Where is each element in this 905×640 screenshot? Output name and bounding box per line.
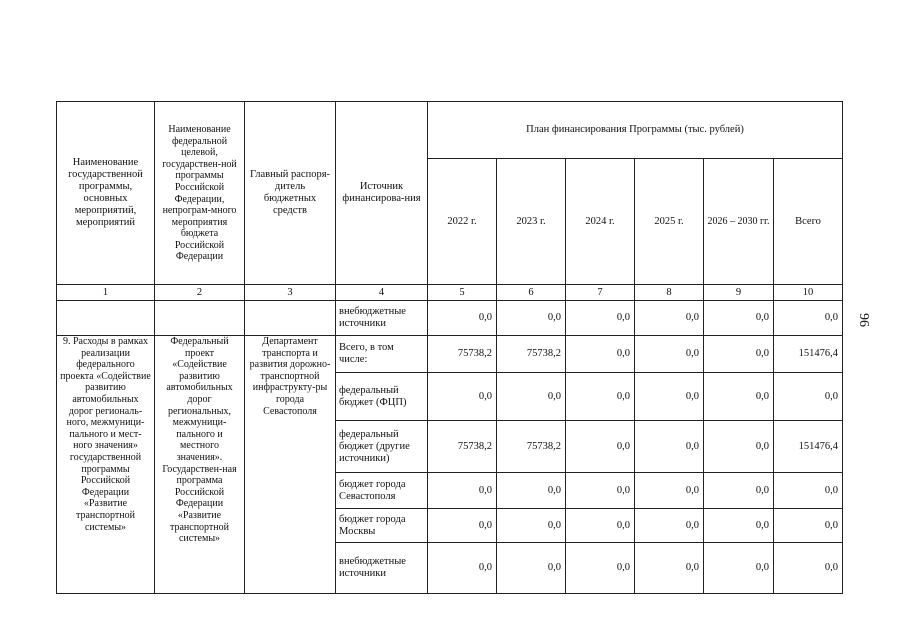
value-cell: 0,0: [704, 373, 774, 421]
value-cell: 0,0: [635, 301, 704, 336]
value-cell: 151476,4: [774, 421, 843, 473]
value-cell: 0,0: [428, 509, 497, 543]
funding-source-cell: федеральный бюджет (другие источники): [336, 421, 428, 473]
value-cell: 0,0: [704, 301, 774, 336]
program-activity-name: 9. Расходы в рамках реализации федерального проекта «Содействие развитию автомобильных дорог региональ-ного, межмуници-пального и мест-ного значения» государственной программы Российской Федерации «Развитие транспортной системы»: [57, 336, 155, 594]
value-cell: 0,0: [566, 373, 635, 421]
value-cell: 0,0: [635, 509, 704, 543]
value-cell: 151476,4: [774, 336, 843, 373]
header-budget-manager: Главный распоря-дитель бюджетных средств: [245, 102, 336, 285]
funding-source-cell: бюджет города Севастополя: [336, 473, 428, 509]
budget-manager-name: Департамент транспорта и развития дорожно-транспортной инфраструкту-ры города Севастополя: [245, 336, 336, 594]
value-cell: 75738,2: [428, 421, 497, 473]
header-federal-program: Наименование федеральной целевой, государствен-ной программы Российской Федерации, непрограм-много мероприятия бюджета Российской Федерации: [155, 102, 245, 285]
value-cell: 0,0: [774, 301, 843, 336]
value-cell: 0,0: [428, 473, 497, 509]
funding-source-cell: Всего, в том числе:: [336, 336, 428, 373]
empty-cell: [155, 301, 245, 336]
value-cell: 75738,2: [497, 421, 566, 473]
value-cell: 0,0: [635, 543, 704, 594]
value-cell: 0,0: [428, 301, 497, 336]
value-cell: 0,0: [566, 473, 635, 509]
column-number: 1: [57, 285, 155, 301]
value-cell: 0,0: [635, 373, 704, 421]
page-number: 96: [856, 313, 871, 327]
column-number: 7: [566, 285, 635, 301]
value-cell: 0,0: [497, 373, 566, 421]
table-row: [57, 336, 843, 373]
value-cell: 0,0: [566, 301, 635, 336]
value-cell: 0,0: [635, 421, 704, 473]
value-cell: 0,0: [774, 543, 843, 594]
header-year-2025: 2025 г.: [635, 159, 704, 285]
column-number: 2: [155, 285, 245, 301]
value-cell: 0,0: [497, 473, 566, 509]
value-cell: 0,0: [774, 473, 843, 509]
value-cell: 0,0: [497, 509, 566, 543]
column-number: 3: [245, 285, 336, 301]
value-cell: 75738,2: [428, 336, 497, 373]
value-cell: 0,0: [497, 301, 566, 336]
value-cell: 0,0: [566, 509, 635, 543]
value-cell: 0,0: [635, 473, 704, 509]
value-cell: 75738,2: [497, 336, 566, 373]
value-cell: 0,0: [497, 543, 566, 594]
value-cell: 0,0: [774, 509, 843, 543]
value-cell: 0,0: [704, 543, 774, 594]
header-year-2022: 2022 г.: [428, 159, 497, 285]
value-cell: 0,0: [566, 336, 635, 373]
empty-cell: [57, 301, 155, 336]
column-number: 8: [635, 285, 704, 301]
empty-cell: [245, 301, 336, 336]
header-program-name: Наименование государственной программы, основных мероприятий, мероприятий: [57, 102, 155, 285]
header-year-2026-2030: 2026 – 2030 гг.: [704, 159, 774, 285]
value-cell: 0,0: [704, 473, 774, 509]
table-row: [57, 301, 843, 336]
funding-source-cell: внебюджетные источники: [336, 543, 428, 594]
financing-table: [56, 101, 843, 594]
value-cell: 0,0: [428, 373, 497, 421]
funding-source-cell: бюджет города Москвы: [336, 509, 428, 543]
value-cell: 0,0: [566, 543, 635, 594]
header-funding-source: Источник финансирова-ния: [336, 102, 428, 285]
header-year-2024: 2024 г.: [566, 159, 635, 285]
value-cell: 0,0: [704, 421, 774, 473]
funding-source-cell: внебюджетные источники: [336, 301, 428, 336]
column-number: 5: [428, 285, 497, 301]
column-number: 6: [497, 285, 566, 301]
header-financing-plan: План финансирования Программы (тыс. рублей): [428, 102, 843, 159]
value-cell: 0,0: [704, 509, 774, 543]
column-number: 4: [336, 285, 428, 301]
column-number: 9: [704, 285, 774, 301]
value-cell: 0,0: [566, 421, 635, 473]
value-cell: 0,0: [704, 336, 774, 373]
federal-project-name: Федеральный проект «Содействие развитию автомобильных дорог региональных, межмуници-пального и местного значения». Государствен-ная программа Российской Федерации «Развитие транспортной системы»: [155, 336, 245, 594]
value-cell: 0,0: [635, 336, 704, 373]
column-number-row: [57, 285, 843, 301]
header-total: Всего: [774, 159, 843, 285]
value-cell: 0,0: [774, 373, 843, 421]
funding-source-cell: федеральный бюджет (ФЦП): [336, 373, 428, 421]
column-number: 10: [774, 285, 843, 301]
value-cell: 0,0: [428, 543, 497, 594]
header-year-2023: 2023 г.: [497, 159, 566, 285]
